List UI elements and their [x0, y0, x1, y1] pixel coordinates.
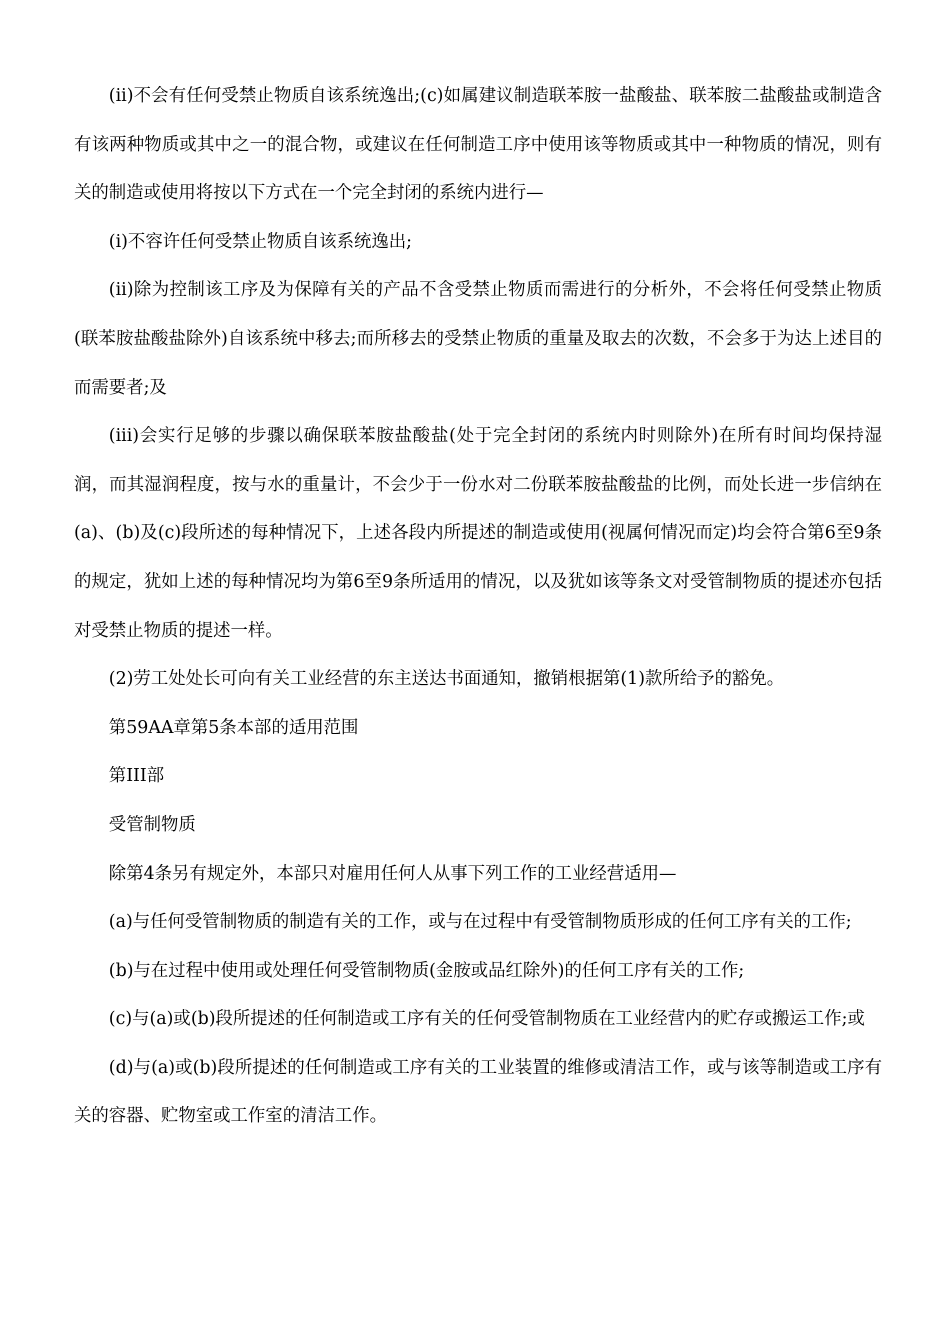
part-title: 受管制物质 [108, 814, 196, 835]
paragraph-b: (b)与在过程中使用或处理任何受管制物质(金胺或品红除外)的任何工序有关的工作; [108, 960, 745, 981]
part-heading: 第III部 [108, 766, 165, 787]
paragraph-ii: (ii)除为控制该工序及为保障有关的产品不含受禁止物质而需进行的分析外，不会将任何受禁止物质(联苯胺盐酸盐除外)自该系统中移去;而所移去的受禁止物质的重量及取去的次数，不会多于为达上述目的而需要者;及 [74, 280, 882, 398]
paragraph-d: (d)与(a)或(b)段所提述的任何制造或工序有关的工业装置的维修或清洁工作，或与该等制造或工序有关的容器、贮物室或工作室的清洁工作。 [74, 1057, 882, 1127]
section-heading: 第59AA章第5条本部的适用范围 [108, 717, 359, 738]
paragraph-scope-intro: 除第4条另有规定外，本部只对雇用任何人从事下列工作的工业经营适用— [108, 863, 677, 884]
paragraph-c: (c)与(a)或(b)段所提述的任何制造或工序有关的任何受管制物质在工业经营内的贮存或搬运工作;或 [108, 1009, 865, 1030]
paragraph-subsection-2: (2)劳工处处长可向有关工业经营的东主送达书面通知，撤销根据第(1)款所给予的豁免。 [108, 669, 785, 690]
paragraph-i: (i)不容许任何受禁止物质自该系统逸出; [108, 231, 413, 252]
paragraph-ii-and-c: (ii)不会有任何受禁止物质自该系统逸出;(c)如属建议制造联苯胺一盐酸盐、联苯胺二盐酸盐或制造含有该两种物质或其中之一的混合物，或建议在任何制造工序中使用该等物质或其中一种物质的情况，则有关的制造或使用将按以下方式在一个完全封闭的系统内进行— [74, 86, 882, 204]
document-page [74, 72, 882, 1141]
paragraph-a: (a)与任何受管制物质的制造有关的工作，或与在过程中有受管制物质形成的任何工序有关的工作; [108, 912, 852, 933]
paragraph-iii: (iii)会实行足够的步骤以确保联苯胺盐酸盐(处于完全封闭的系统内时则除外)在所有时间均保持湿润，而其湿润程度，按与水的重量计，不会少于一份水对二份联苯胺盐酸盐的比例，而处长进一步信纳在(a)、(b)及(c)段所述的每种情况下，上述各段内所提述的制造或使用(视属何情况而定)均会符合第6至9条的规定，犹如上述的每种情况均为第6至9条所适用的情况，以及犹如该等条文对受管制物质的提述亦包括对受禁止物质的提述一样。 [74, 426, 882, 641]
